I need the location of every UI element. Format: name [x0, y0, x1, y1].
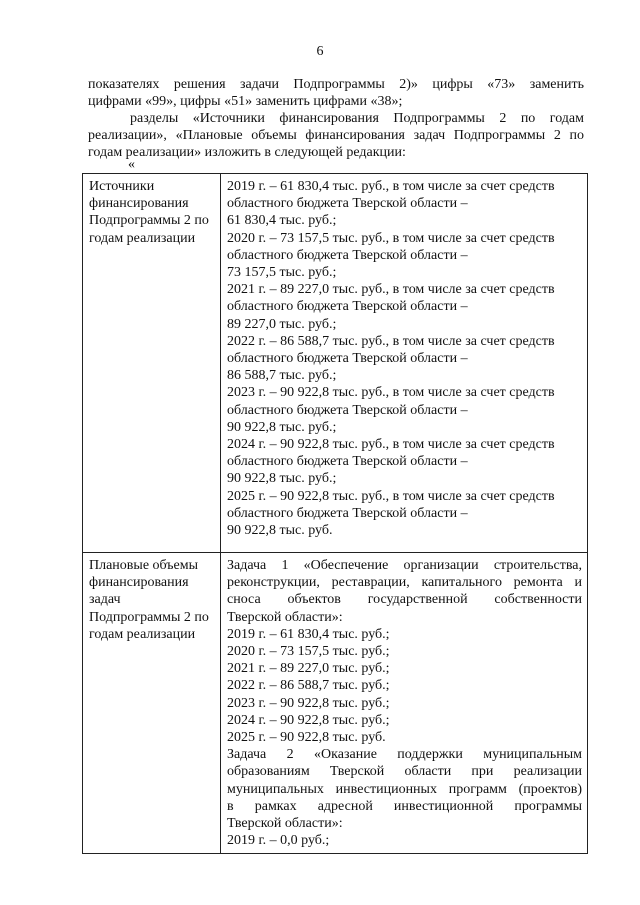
- label-line: годам реализации: [89, 626, 196, 642]
- table-row: [83, 553, 588, 854]
- task1-line: сноса объектов государственной собственности: [227, 592, 582, 608]
- intro-line: годам реализации» изложить в следующей редакции:: [88, 145, 406, 160]
- task1-year: 2025 г. – 90 922,8 тыс. руб.: [227, 730, 386, 746]
- row-label-planned: [83, 553, 221, 854]
- entry-line: областного бюджета Тверской области –: [227, 351, 468, 367]
- task1-line: Задача 1 «Обеспечение организации строительства,: [227, 558, 582, 573]
- entry-line: областного бюджета Тверской области –: [227, 402, 468, 418]
- label-line: финансирования: [89, 196, 189, 212]
- entry-line: 2019 г. – 61 830,4 тыс. руб., в том числе за счет средств: [227, 179, 555, 194]
- entry-line: 2023 г. – 90 922,8 тыс. руб., в том числе за счет средств: [227, 385, 555, 401]
- entry-line: 2024 г. – 90 922,8 тыс. руб., в том числе за счет средств: [227, 437, 555, 453]
- entry-line: 90 922,8 тыс. руб.;: [227, 419, 337, 435]
- task2-line: Задача 2 «Оказание поддержки муниципальным: [227, 747, 582, 763]
- task2-line: муниципальных инвестиционных программ (проектов): [227, 781, 582, 797]
- entry-line: 89 227,0 тыс. руб.;: [227, 316, 337, 332]
- entry-line: 73 157,5 тыс. руб.;: [227, 265, 337, 281]
- label-line: задач: [89, 592, 121, 608]
- task2-line: в рамках адресной инвестиционной программы: [227, 798, 582, 814]
- task1-year: 2019 г. – 61 830,4 тыс. руб.;: [227, 626, 390, 642]
- task1-line: реконструкции, реставрации, капитального ремонта и: [227, 575, 582, 591]
- entry-line: 90 922,8 тыс. руб.: [227, 523, 333, 539]
- task2-line: образованиям Тверской области при реализации: [227, 764, 582, 780]
- entry-line: областного бюджета Тверской области –: [227, 505, 468, 521]
- task1-year: 2020 г. – 73 157,5 тыс. руб.;: [227, 644, 390, 660]
- entry-line: 90 922,8 тыс. руб.;: [227, 471, 337, 487]
- intro-line: цифрами «99», цифры «51» заменить цифрами «38»;: [88, 94, 403, 109]
- task1-year: 2024 г. – 90 922,8 тыс. руб.;: [227, 712, 390, 728]
- entry-line: 2021 г. – 89 227,0 тыс. руб., в том числе за счет средств: [227, 282, 555, 298]
- entry-line: областного бюджета Тверской области –: [227, 196, 468, 212]
- opening-quote: «: [128, 157, 135, 172]
- financing-table: [82, 173, 588, 854]
- entry-line: областного бюджета Тверской области –: [227, 454, 468, 470]
- task2-year: 2019 г. – 0,0 руб.;: [227, 833, 330, 849]
- intro-line: реализации», «Плановые объемы финансирования задач Подпрограммы 2 по: [88, 128, 584, 143]
- intro-line: разделы «Источники финансирования Подпрограммы 2 по годам: [130, 111, 584, 126]
- page-number: 6: [316, 44, 324, 59]
- sources-content: [221, 174, 588, 553]
- entry-line: областного бюджета Тверской области –: [227, 247, 468, 263]
- label-line: Подпрограммы 2 по: [89, 609, 209, 625]
- task1-year: 2022 г. – 86 588,7 тыс. руб.;: [227, 678, 390, 694]
- intro-text: [88, 76, 584, 161]
- row-label-sources: [83, 174, 221, 553]
- entry-line: 86 588,7 тыс. руб.;: [227, 368, 337, 384]
- entry-line: 2022 г. – 86 588,7 тыс. руб., в том числе за счет средств: [227, 333, 555, 349]
- task1-line: Тверской области»:: [227, 609, 343, 625]
- intro-line: показателях решения задачи Подпрограммы 2)» цифры «73» заменить: [88, 77, 584, 92]
- label-line: финансирования: [89, 575, 189, 591]
- label-line: Источники: [89, 179, 155, 194]
- task1-year: 2021 г. – 89 227,0 тыс. руб.;: [227, 661, 390, 677]
- label-line: годам реализации: [89, 230, 196, 246]
- entry-line: 61 830,4 тыс. руб.;: [227, 213, 337, 229]
- entry-line: 2020 г. – 73 157,5 тыс. руб., в том числе за счет средств: [227, 230, 555, 246]
- task1-year: 2023 г. – 90 922,8 тыс. руб.;: [227, 695, 390, 711]
- label-line: Плановые объемы: [89, 558, 199, 573]
- planned-content: [221, 553, 588, 854]
- label-line: Подпрограммы 2 по: [89, 213, 209, 229]
- task2-line: Тверской области»:: [227, 816, 343, 832]
- table-row: [83, 174, 588, 553]
- entry-line: областного бюджета Тверской области –: [227, 299, 468, 315]
- entry-line: 2025 г. – 90 922,8 тыс. руб., в том числе за счет средств: [227, 488, 555, 504]
